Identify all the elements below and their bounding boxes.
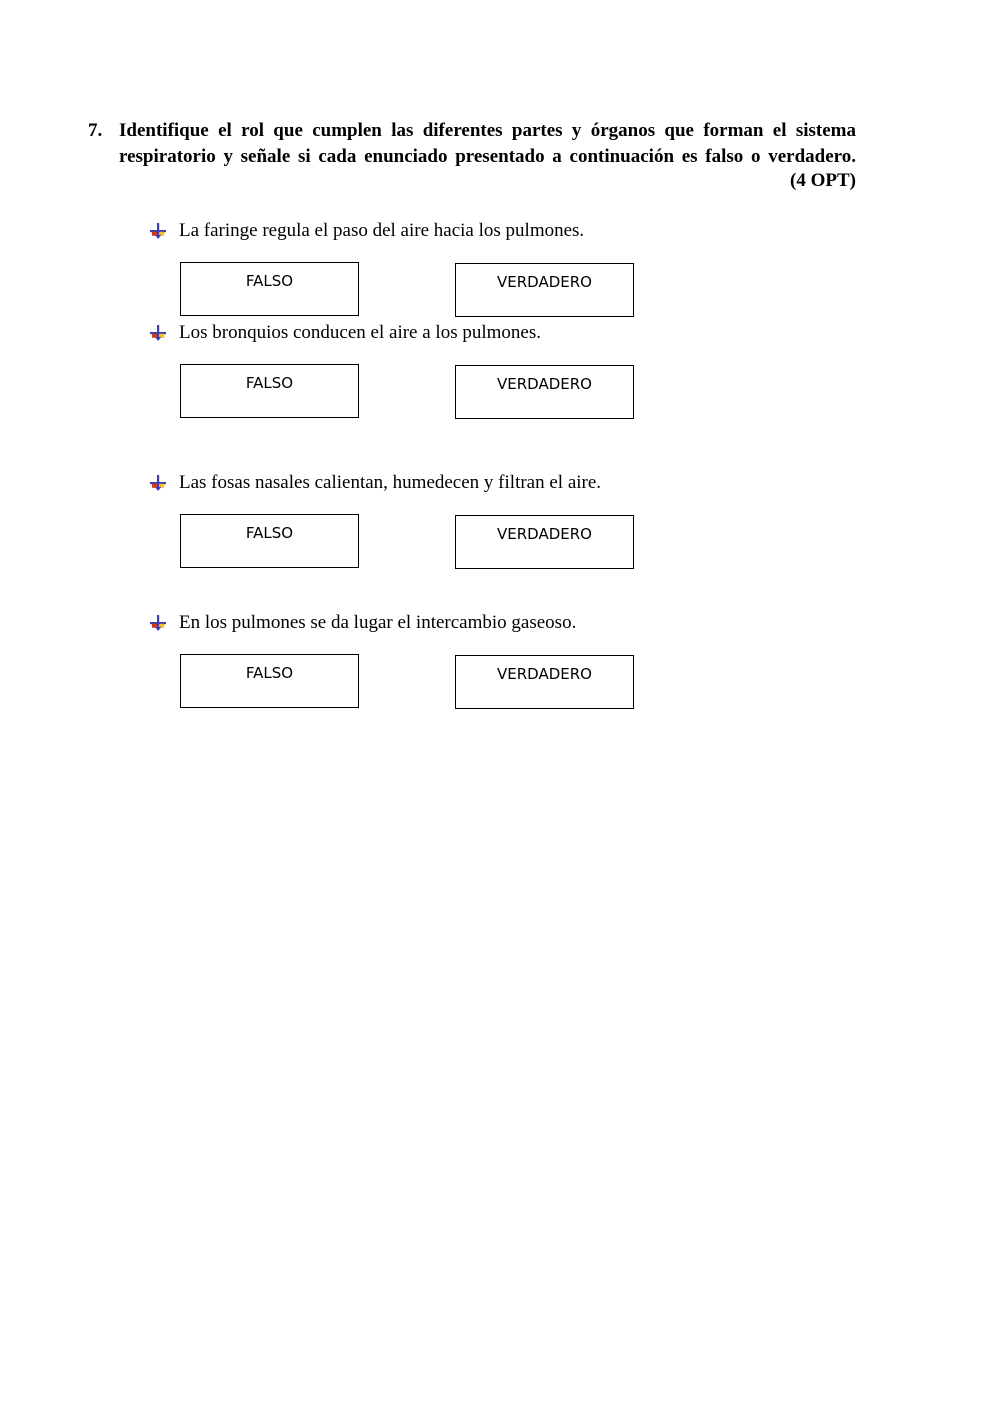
list-item [149,610,576,636]
question-text-line2: respiratorio y señale si cada enunciado presentado a continuación es falso o verdadero. [119,146,856,167]
false-option-box[interactable]: FALSO [180,262,359,316]
arrow-bullet-icon [149,614,167,632]
question-number: 7. [88,120,103,141]
list-item [149,218,584,244]
true-option-box[interactable]: VERDADERO [455,263,634,317]
question-block [88,118,856,192]
arrow-bullet-icon [149,324,167,342]
statement-text: Los bronquios conducen el aire a los pulmones. [179,322,541,343]
statement-text: En los pulmones se da lugar el intercambio gaseoso. [179,612,577,633]
false-option-box[interactable]: FALSO [180,514,359,568]
statement-text: La faringe regula el paso del aire hacia los pulmones. [179,220,585,241]
question-points: (4 OPT) [790,170,856,191]
arrow-bullet-icon [149,474,167,492]
true-option-box[interactable]: VERDADERO [455,365,634,419]
statement-text: Las fosas nasales calientan, humedecen y filtran el aire. [179,472,602,493]
true-option-box[interactable]: VERDADERO [455,515,634,569]
true-option-box[interactable]: VERDADERO [455,655,634,709]
list-item [149,470,601,496]
list-item [149,320,541,346]
arrow-bullet-icon [149,222,167,240]
false-option-box[interactable]: FALSO [180,364,359,418]
question-text-line1: Identifique el rol que cumplen las diferentes partes y órganos que forman el sistema [119,120,856,141]
false-option-box[interactable]: FALSO [180,654,359,708]
